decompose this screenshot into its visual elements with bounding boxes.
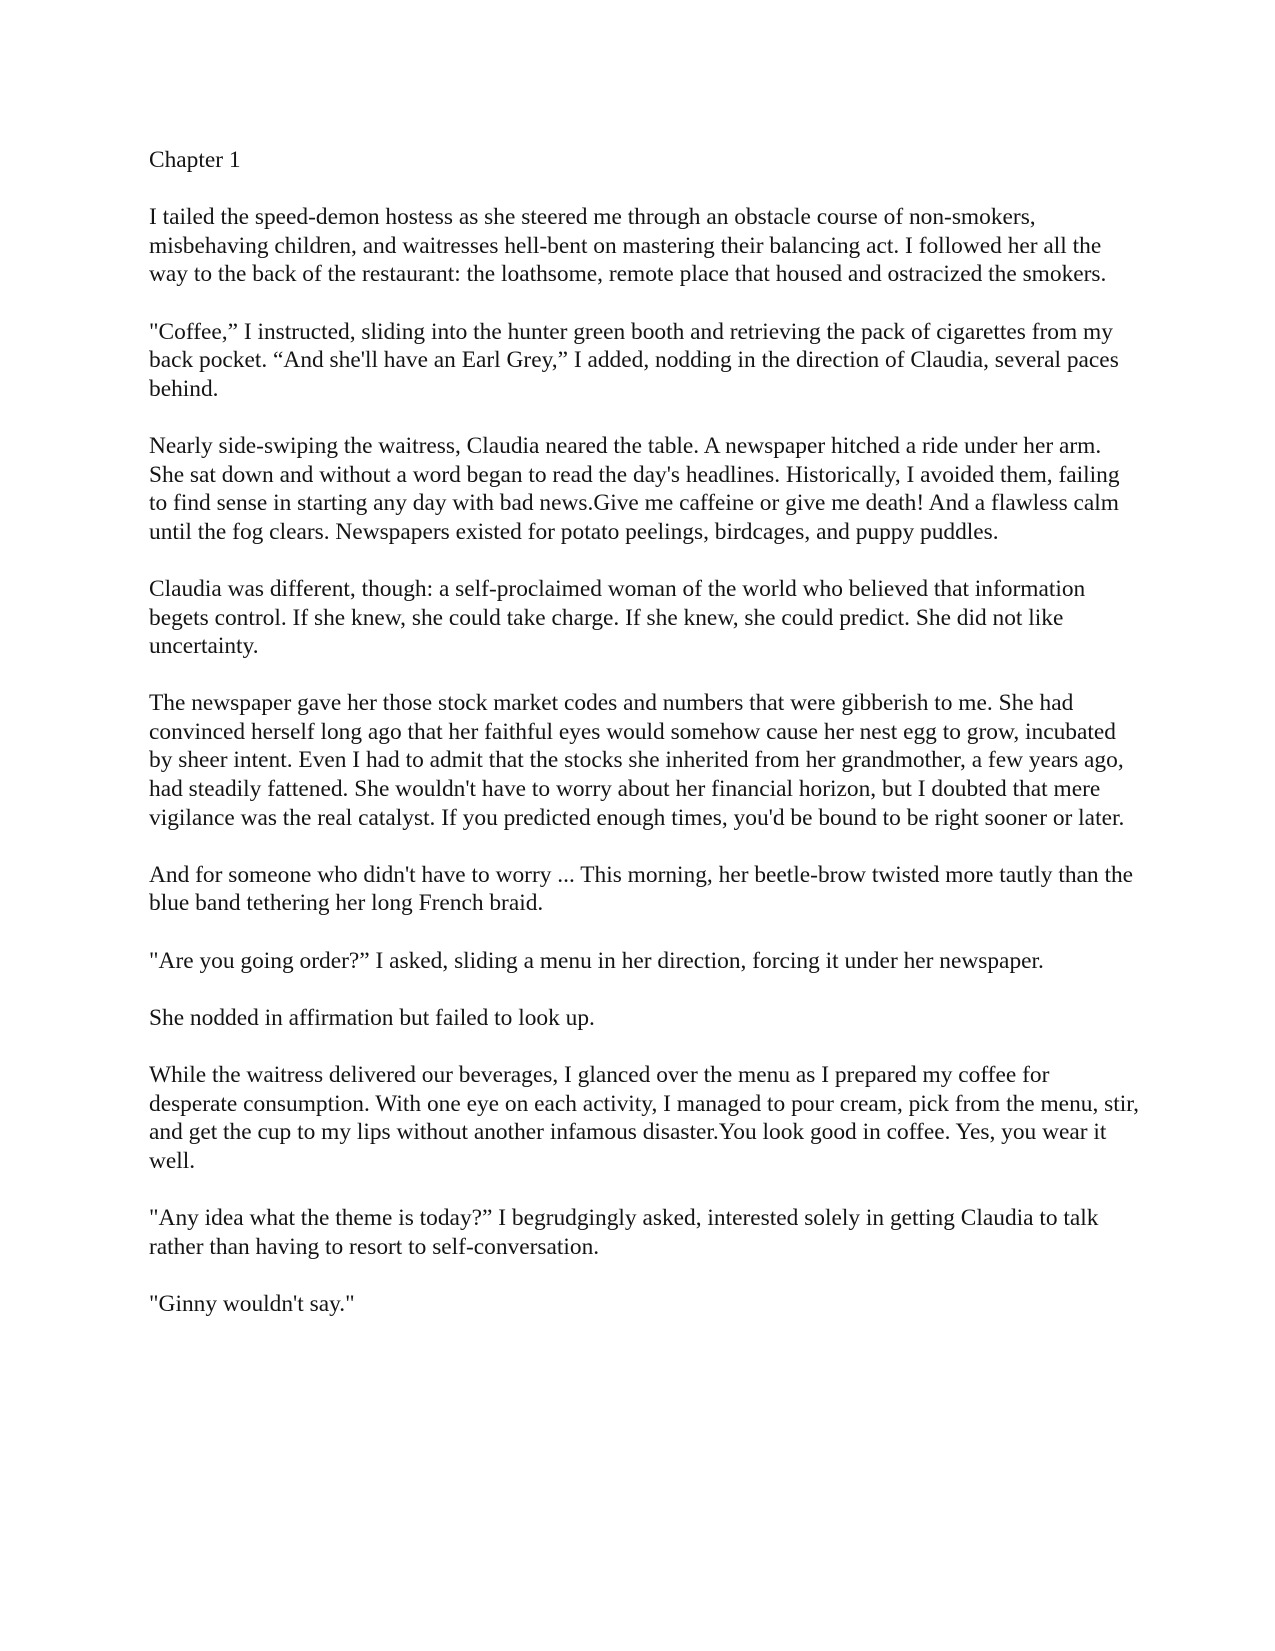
paragraph: "Coffee,” I instructed, sliding into the hunter green booth and retrieving the pack of cigarettes from my back pocket. “And she'll have an Earl Grey,” I added, nodding in the direction of Claudia, several paces behind. [149,318,1119,402]
paragraph: I tailed the speed-demon hostess as she steered me through an obstacle course of non-smokers, misbehaving children, and waitresses hell-bent on mastering their balancing act. I followed her all the way to the back of the restaurant: the loathsome, remote place that housed and ostracized the smokers. [149,204,1107,288]
paragraph: Claudia was different, though: a self-proclaimed woman of the world who believed that information begets control. If she knew, she could take charge. If she knew, she could predict. She did not like uncertainty. [149,575,1086,660]
page-content [149,146,1141,1318]
chapter-title: Chapter 1 [149,147,241,173]
paragraph: "Are you going order?” I asked, sliding a menu in her direction, forcing it under her newspaper. [149,947,1044,974]
paragraph: And for someone who didn't have to worry ... This morning, her beetle-brow twisted more tautly than the blue band tethering her long French braid. [149,861,1134,917]
paragraph: While the waitress delivered our beverages, I glanced over the menu as I prepared my coffee for desperate consumption. With one eye on each activity, I managed to pour cream, pick from the menu, stir, and get the cup to my lips without another infamous disaster.You look good in coffee. Yes, you wear it well. [149,1062,1139,1174]
paragraph: The newspaper gave her those stock market codes and numbers that were gibberish to me. She had convinced herself long ago that her faithful eyes would somehow cause her nest egg to grow, incubated by sheer intent. Even I had to admit that the stocks she inherited from her grandmother, a few years ago, had steadily fattened. She wouldn't have to worry about her financial horizon, but I doubted that mere vigilance was the real catalyst. If you predicted enough times, you'd be bound to be right sooner or later. [149,690,1125,831]
paragraph: She nodded in affirmation but failed to look up. [149,1004,595,1031]
paragraph: "Ginny wouldn't say." [149,1290,355,1317]
paragraph: "Any idea what the theme is today?” I begrudgingly asked, interested solely in getting Claudia to talk rather than having to resort to self-conversation. [149,1204,1099,1260]
paragraph: Nearly side-swiping the waitress, Claudia neared the table. A newspaper hitched a ride under her arm. She sat down and without a word began to read the day's headlines. Historically, I avoided them, failing to find sense in starting any day with bad news.Give me caffeine or give me death! And a flawless calm until the fog clears. Newspapers existed for potato peelings, birdcages, and puppy puddles. [149,432,1120,545]
